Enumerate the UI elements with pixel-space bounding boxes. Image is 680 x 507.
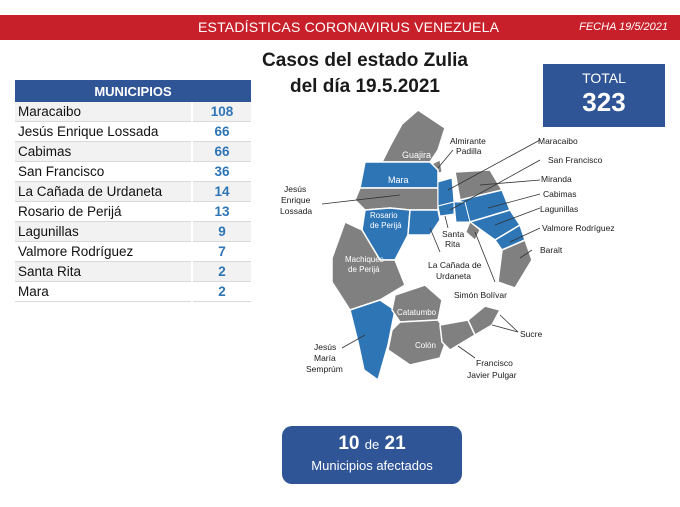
label-sucre: Sucre bbox=[520, 329, 543, 339]
label-almirante-2: Padilla bbox=[456, 146, 482, 156]
header-banner bbox=[0, 15, 680, 40]
label-simon-bolivar: Simón Bolívar bbox=[454, 290, 507, 300]
label-baralt: Baralt bbox=[540, 245, 563, 255]
label-mara: Mara bbox=[388, 175, 409, 185]
table-header: MUNICIPIOS bbox=[15, 80, 251, 102]
label-jesus-maria-2: María bbox=[314, 353, 336, 363]
table-row bbox=[15, 142, 251, 162]
label-jesus-maria-1: Jesús bbox=[314, 342, 337, 352]
affected-card bbox=[282, 426, 462, 484]
municipio-name: San Francisco bbox=[15, 162, 192, 182]
label-rosario-1: Rosario bbox=[370, 211, 398, 220]
label-guajira: Guajira bbox=[402, 150, 432, 160]
label-jesus-enrique-3: Lossada bbox=[280, 206, 313, 216]
label-jesus-enrique-1: Jesús bbox=[284, 184, 307, 194]
page-title bbox=[250, 48, 480, 100]
affected-count: 10 bbox=[338, 433, 360, 454]
municipio-name: Lagunillas bbox=[15, 222, 192, 242]
label-miranda: Miranda bbox=[541, 174, 572, 184]
label-machiques-1: Machiques bbox=[345, 255, 384, 264]
municipio-name: Santa Rita bbox=[15, 262, 192, 282]
region-la-canada-de-urdaneta bbox=[408, 210, 440, 235]
label-francisco-2: Javier Pulgar bbox=[467, 370, 517, 380]
affected-total: 21 bbox=[384, 433, 406, 454]
municipio-name: Mara bbox=[15, 282, 192, 302]
label-jesus-maria-3: Semprúm bbox=[306, 364, 343, 374]
label-santa-rita-2: Rita bbox=[445, 239, 461, 249]
table-header-row bbox=[15, 80, 251, 102]
municipio-cases: 66 bbox=[192, 122, 251, 142]
zulia-map bbox=[270, 110, 670, 390]
label-francisco-1: Francisco bbox=[476, 358, 513, 368]
table-row bbox=[15, 222, 251, 242]
label-maracaibo: Maracaibo bbox=[538, 136, 578, 146]
municipio-cases: 108 bbox=[192, 102, 251, 122]
municipio-name: Jesús Enrique Lossada bbox=[15, 122, 192, 142]
label-colon: Colón bbox=[415, 341, 436, 350]
municipios-table bbox=[15, 80, 251, 302]
label-almirante-1: Almirante bbox=[450, 136, 486, 146]
page-title-line1: Casos del estado Zulia bbox=[262, 50, 468, 71]
municipio-name: Cabimas bbox=[15, 142, 192, 162]
municipio-cases: 7 bbox=[192, 242, 251, 262]
table-row bbox=[15, 282, 251, 302]
affected-count-line bbox=[282, 433, 462, 455]
municipio-cases: 2 bbox=[192, 282, 251, 302]
table-row bbox=[15, 202, 251, 222]
region-maracaibo bbox=[438, 178, 454, 206]
label-cabimas: Cabimas bbox=[543, 189, 577, 199]
label-rosario-2: de Perijá bbox=[370, 221, 402, 230]
label-machiques-2: de Perijá bbox=[348, 265, 380, 274]
label-catatumbo: Catatumbo bbox=[397, 308, 437, 317]
label-canada-1: La Cañada de bbox=[428, 260, 482, 270]
municipio-cases: 13 bbox=[192, 202, 251, 222]
municipio-cases: 66 bbox=[192, 142, 251, 162]
municipio-cases: 36 bbox=[192, 162, 251, 182]
table-row bbox=[15, 102, 251, 122]
municipio-cases: 14 bbox=[192, 182, 251, 202]
label-canada-2: Urdaneta bbox=[436, 271, 471, 281]
label-lagunillas: Lagunillas bbox=[540, 204, 579, 214]
region-sucre bbox=[468, 306, 500, 335]
municipio-name: La Cañada de Urdaneta bbox=[15, 182, 192, 202]
total-label: TOTAL bbox=[582, 70, 626, 86]
municipio-name: Maracaibo bbox=[15, 102, 192, 122]
label-santa-rita-1: Santa bbox=[442, 229, 465, 239]
label-san-francisco: San Francisco bbox=[548, 155, 603, 165]
table-row bbox=[15, 182, 251, 202]
table-row bbox=[15, 262, 251, 282]
municipio-name: Valmore Rodríguez bbox=[15, 242, 192, 262]
table-row bbox=[15, 122, 251, 142]
affected-label: Municipios afectados bbox=[311, 458, 433, 473]
page-title-line2: del día 19.5.2021 bbox=[290, 76, 440, 97]
municipio-name: Rosario de Perijá bbox=[15, 202, 192, 222]
label-valmore: Valmore Rodríguez bbox=[542, 223, 615, 233]
table-row bbox=[15, 162, 251, 182]
municipio-cases: 2 bbox=[192, 262, 251, 282]
header-date: FECHA 19/5/2021 bbox=[579, 21, 668, 33]
table-row bbox=[15, 242, 251, 262]
header-title: ESTADÍSTICAS CORONAVIRUS VENEZUELA bbox=[198, 19, 500, 35]
label-jesus-enrique-2: Enrique bbox=[281, 195, 311, 205]
municipio-cases: 9 bbox=[192, 222, 251, 242]
total-value: 323 bbox=[582, 87, 626, 117]
affected-of: de bbox=[364, 437, 380, 452]
